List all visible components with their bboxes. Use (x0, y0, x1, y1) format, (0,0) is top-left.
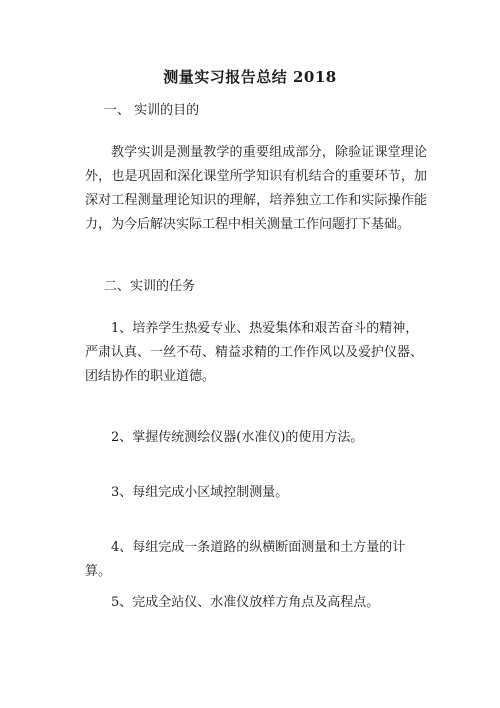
section-heading-purpose: 一、 实训的目的 (104, 103, 200, 118)
task-item-2: 2、掌握传统测绘仪器(水准仪)的使用方法。 (111, 430, 364, 445)
document-title: 测量实习报告总结 2018 (163, 68, 337, 86)
task-item-5: 5、完成全站仪、水准仪放样方角点及高程点。 (111, 595, 380, 610)
task-item-3: 3、每组完成小区域控制测量。 (111, 485, 289, 500)
purpose-paragraph: 教学实训是测量教学的重要组成部分，除验证课堂理论外，也是巩固和深化课堂所学知识有机结合的重要环节，加深对工程测量理论知识的理解，培养独立工作和实际操作能力，为今后解决实际工程中相关测量工作问题打下基础。 (85, 145, 427, 232)
section-heading-tasks: 二、实训的任务 (104, 279, 196, 294)
task-item-1: 1、培养学生热爱专业、热爱集体和艰苦奋斗的精神，严肃认真、一丝不苟、精益求精的工作作风以及爱护仪器、团结协作的职业道德。 (85, 321, 424, 384)
task-item-4: 4、每组完成一条道路的纵横断面测量和土方量的计算。 (85, 540, 406, 579)
